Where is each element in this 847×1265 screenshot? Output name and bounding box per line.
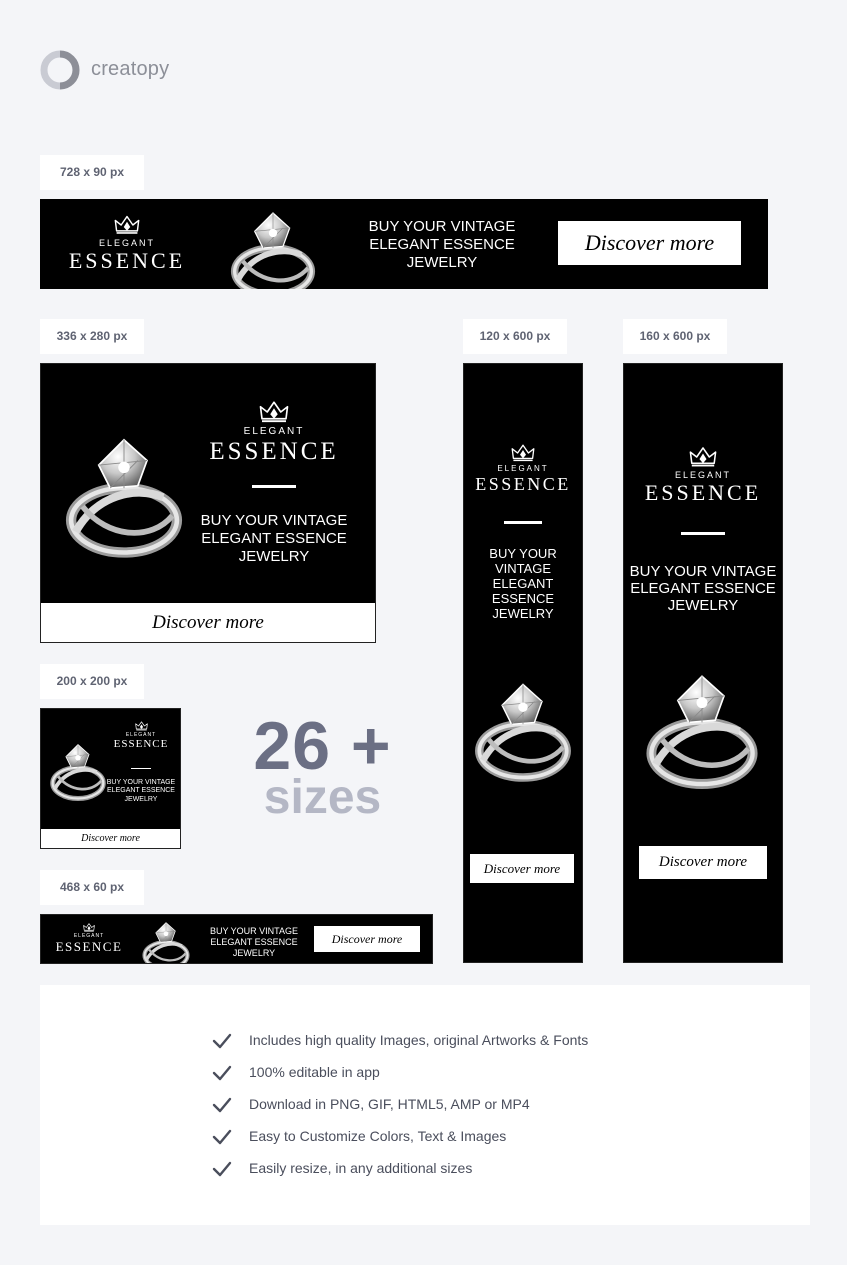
ad-tagline: BUY YOUR VINTAGE ELEGANT ESSENCE JEWELRY [489, 546, 557, 621]
check-icon [212, 1064, 232, 1082]
discover-more-button[interactable]: Discover more [41, 603, 375, 642]
banner-468x60[interactable] [40, 914, 433, 964]
size-label-120x600: 120 x 600 px [463, 319, 567, 354]
ring-image [55, 416, 193, 574]
divider [681, 532, 725, 535]
crown-icon [114, 215, 140, 235]
logo-text: creatopy [91, 58, 170, 80]
check-icon [212, 1128, 232, 1146]
size-label-200x200: 200 x 200 px [40, 664, 144, 699]
size-label-160x600: 160 x 600 px [623, 319, 727, 354]
check-icon [212, 1096, 232, 1114]
brand-logo: ELEGANT ESSENCE [624, 446, 782, 504]
brand-logo: ELEGANT ESSENCE [109, 721, 173, 750]
size-count [250, 708, 395, 824]
size-label-336x280: 336 x 280 px [40, 319, 144, 354]
ad-tagline: BUY YOUR VINTAGE ELEGANT ESSENCE JEWELRY [629, 563, 777, 614]
ring-image [636, 654, 768, 804]
size-label-728x90: 728 x 90 px [40, 155, 144, 190]
crown-icon [135, 721, 148, 731]
crown-icon [259, 400, 289, 424]
brand-logo: ELEGANT ESSENCE [464, 444, 582, 493]
size-count-word: sizes [263, 771, 382, 824]
banner-728x90[interactable] [40, 199, 768, 289]
ring-image [45, 735, 111, 807]
ad-tagline: BUY YOUR VINTAGE ELEGANT ESSENCE JEWELRY [106, 779, 176, 803]
crown-icon [511, 444, 535, 462]
creatopy-logo[interactable] [40, 44, 190, 96]
check-icon [212, 1160, 232, 1178]
size-count-number: 26 + [253, 708, 392, 784]
discover-more-button[interactable]: Discover more [314, 926, 420, 952]
discover-more-button[interactable]: Discover more [470, 854, 574, 883]
ad-tagline: BUY YOUR VINTAGE ELEGANT ESSENCE JEWELRY [209, 926, 299, 958]
divider [504, 521, 542, 524]
ad-tagline: BUY YOUR VINTAGE ELEGANT ESSENCE JEWELRY [368, 218, 516, 271]
discover-more-button[interactable]: Discover more [41, 829, 180, 848]
ring-image [135, 917, 197, 964]
brand-logo: ELEGANT ESSENCE [209, 400, 339, 464]
size-label-468x60: 468 x 60 px [40, 870, 144, 905]
banner-200x200[interactable] [40, 708, 181, 849]
creatopy-logo-icon [40, 44, 92, 96]
discover-more-button[interactable]: Discover more [639, 846, 767, 879]
banner-160x600[interactable] [623, 363, 783, 963]
check-icon [212, 1032, 232, 1050]
divider [131, 768, 151, 769]
ring-image [466, 660, 580, 800]
divider [252, 485, 296, 488]
banner-336x280[interactable] [40, 363, 376, 643]
ring-image [218, 203, 328, 289]
crown-icon [83, 923, 95, 932]
crown-icon [689, 446, 717, 468]
brand-logo: ELEGANT ESSENCE [49, 923, 129, 953]
discover-more-button[interactable]: Discover more [558, 221, 741, 265]
brand-logo: ELEGANT ESSENCE [65, 215, 189, 272]
banner-120x600[interactable] [463, 363, 583, 963]
features-panel: Includes high quality Images, original Artworks & Fonts 100% editable in app Download in PNG, GIF, HTML5, AMP or MP4 Easy to Customize Colors, Text & Images Easily resize, in any additional sizes [40, 985, 810, 1225]
ad-tagline: BUY YOUR VINTAGE ELEGANT ESSENCE JEWELRY [200, 512, 348, 565]
